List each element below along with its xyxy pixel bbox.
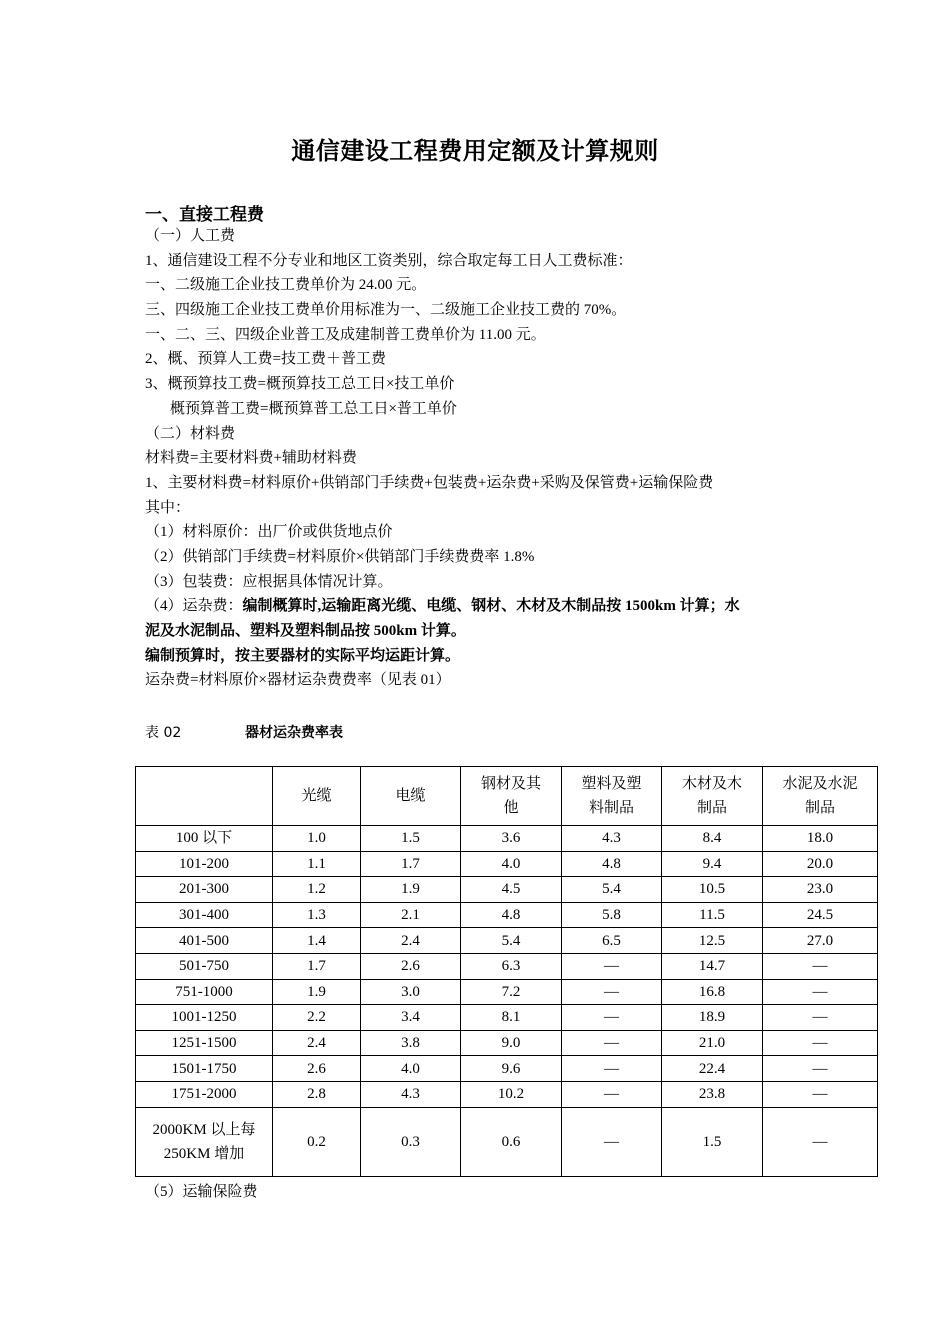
text-line: （3）包装费：应根据具体情况计算。: [145, 573, 393, 590]
table-cell: 5.4: [562, 877, 662, 903]
table-cell: 18.0: [763, 826, 878, 852]
table-row: [136, 1005, 878, 1031]
table-cell: —: [763, 1030, 878, 1056]
text-line: 三、四级施工企业技工费单价用标准为一、二级施工企业技工费的 70%。: [145, 302, 627, 319]
text-line: 2、概、预算人工费=技工费＋普工费: [145, 351, 386, 368]
header-cell: [136, 767, 273, 826]
table-cell: 11.5: [662, 902, 763, 928]
table-cell: 5.4: [461, 928, 562, 954]
table-cell: 18.9: [662, 1005, 763, 1031]
table-cell: 2.4: [273, 1030, 361, 1056]
table-cell: 751-1000: [136, 979, 273, 1005]
table-cell: 401-500: [136, 928, 273, 954]
table-row: [136, 902, 878, 928]
table-cell: 7.2: [461, 979, 562, 1005]
text-line: 一、二级施工企业技工费单价为 24.00 元。: [145, 277, 427, 294]
table-cell: —: [763, 1005, 878, 1031]
table-cell: 14.7: [662, 953, 763, 979]
header-cell: 光缆: [273, 767, 361, 826]
transport-prefix: （4）运杂费：: [145, 598, 243, 615]
table-cell: 12.5: [662, 928, 763, 954]
table-cell: 3.0: [361, 979, 461, 1005]
table-cell: 8.1: [461, 1005, 562, 1031]
table-cell: 1.2: [273, 877, 361, 903]
table-cell: 301-400: [136, 902, 273, 928]
transport-bold-3: 编制预算时，按主要器材的实际平均运距计算。: [145, 647, 461, 664]
transport-formula: 运杂费=材料原价×器材运杂费费率（见表 01）: [145, 672, 451, 689]
table-number: 表 02: [145, 725, 182, 741]
table-cell: 1.9: [361, 877, 461, 903]
table-cell: 1.1: [273, 851, 361, 877]
table-cell: 2.6: [361, 953, 461, 979]
header-cell: 钢材及其他: [461, 767, 562, 826]
table-cell: 1.9: [273, 979, 361, 1005]
table-cell: 2.8: [273, 1081, 361, 1107]
page-title: 通信建设工程费用定额及计算规则: [291, 137, 659, 165]
text-line: 概预算普工费=概预算普工总工日×普工单价: [170, 400, 457, 417]
table-cell: 201-300: [136, 877, 273, 903]
transport-bold-1: 编制概算时,运输距离光缆、电缆、钢材、木材及木制品按 1500km 计算；水: [242, 598, 740, 615]
table-cell: 27.0: [763, 928, 878, 954]
table-row: [136, 851, 878, 877]
text-line: 材料费=主要材料费+辅助材料费: [145, 450, 357, 467]
table-row: [136, 979, 878, 1005]
table-cell: 10.2: [461, 1081, 562, 1107]
table-cell: 1.7: [273, 953, 361, 979]
table-cell: 9.4: [662, 851, 763, 877]
table-cell: 9.6: [461, 1056, 562, 1082]
transport-line: [145, 594, 825, 619]
freight-rate-table: [135, 766, 878, 1177]
table-cell: 2.6: [273, 1056, 361, 1082]
table-cell: 1.7: [361, 851, 461, 877]
text-line: （二）材料费: [145, 425, 236, 442]
table-row: [136, 1107, 878, 1176]
table-cell: 1.4: [273, 928, 361, 954]
table-cell: —: [562, 979, 662, 1005]
table-cell: 4.5: [461, 877, 562, 903]
text-line: （1）材料原价：出厂价或供货地点价: [145, 524, 393, 541]
table-cell: 3.8: [361, 1030, 461, 1056]
table-title: 器材运杂费率表: [245, 725, 343, 741]
text-line: 1、通信建设工程不分专业和地区工资类别，综合取定每工日人工费标准：: [145, 252, 633, 269]
table-header-row: [136, 767, 878, 826]
table-cell: 1251-1500: [136, 1030, 273, 1056]
table-cell: 0.3: [361, 1107, 461, 1176]
table-cell: 1.5: [361, 826, 461, 852]
table-row: [136, 826, 878, 852]
table-cell: 21.0: [662, 1030, 763, 1056]
header-cell: 塑料及塑料制品: [562, 767, 662, 826]
transport-bold-2: 泥及水泥制品、塑料及塑料制品按 500km 计算。: [145, 623, 466, 639]
table-cell: 23.0: [763, 877, 878, 903]
table-row: [136, 928, 878, 954]
table-row: [136, 1081, 878, 1107]
table-cell: —: [562, 1107, 662, 1176]
table-cell: —: [763, 1056, 878, 1082]
text-line: （2）供销部门手续费=材料原价×供销部门手续费费率 1.8%: [145, 548, 535, 565]
table-cell: 3.4: [361, 1005, 461, 1031]
header-cell: 电缆: [361, 767, 461, 826]
table-cell: 2.1: [361, 902, 461, 928]
table-cell: 1501-1750: [136, 1056, 273, 1082]
table-cell: 24.5: [763, 902, 878, 928]
table-cell: 1001-1250: [136, 1005, 273, 1031]
table-cell: 6.5: [562, 928, 662, 954]
table-cell: —: [763, 953, 878, 979]
table-cell: —: [562, 1056, 662, 1082]
table-cell: 4.0: [361, 1056, 461, 1082]
header-cell: 水泥及水泥制品: [763, 767, 878, 826]
section-heading: 一、直接工程费: [145, 205, 264, 225]
table-row: [136, 1056, 878, 1082]
table-cell: —: [763, 1107, 878, 1176]
table-cell: 8.4: [662, 826, 763, 852]
table-cell: —: [562, 953, 662, 979]
table-cell: 22.4: [662, 1056, 763, 1082]
table-cell: —: [562, 1030, 662, 1056]
table-cell: 4.8: [461, 902, 562, 928]
table-cell: 100 以下: [136, 826, 273, 852]
table-cell: —: [763, 1081, 878, 1107]
table-cell: 16.8: [662, 979, 763, 1005]
table-cell: 1.3: [273, 902, 361, 928]
text-line: 一、二、三、四级企业普工及成建制普工费单价为 11.00 元。: [145, 326, 546, 343]
table-cell: 5.8: [562, 902, 662, 928]
table-cell: 501-750: [136, 953, 273, 979]
table-cell: 4.3: [361, 1081, 461, 1107]
table-cell: 1751-2000: [136, 1081, 273, 1107]
table-cell: 10.5: [662, 877, 763, 903]
table-cell: 1.0: [273, 826, 361, 852]
table-row: [136, 877, 878, 903]
table-cell: —: [562, 1081, 662, 1107]
table-cell: 0.6: [461, 1107, 562, 1176]
text-line: 3、概预算技工费=概预算技工总工日×技工单价: [145, 376, 455, 393]
table-cell: —: [562, 1005, 662, 1031]
after-table-text: （5）运输保险费: [145, 1184, 258, 1200]
table-cell: 4.0: [461, 851, 562, 877]
table-cell: 3.6: [461, 826, 562, 852]
table-cell: 101-200: [136, 851, 273, 877]
table-row: [136, 1030, 878, 1056]
body-text: [145, 224, 825, 693]
table-body: [136, 826, 878, 1177]
text-line: （一）人工费: [145, 228, 236, 244]
table-cell: 2000KM 以上每250KM 增加: [136, 1107, 273, 1176]
table-cell: —: [763, 979, 878, 1005]
table-cell: 6.3: [461, 953, 562, 979]
table-cell: 4.8: [562, 851, 662, 877]
header-cell: 木材及木制品: [662, 767, 763, 826]
table-cell: 0.2: [273, 1107, 361, 1176]
table-cell: 4.3: [562, 826, 662, 852]
table-cell: 1.5: [662, 1107, 763, 1176]
table-row: [136, 953, 878, 979]
table-cell: 2.2: [273, 1005, 361, 1031]
table-cell: 20.0: [763, 851, 878, 877]
text-line: 1、主要材料费=材料原价+供销部门手续费+包装费+运杂费+采购及保管费+运输保险费: [145, 474, 714, 491]
table-cell: 2.4: [361, 928, 461, 954]
text-line: 其中：: [145, 499, 191, 516]
table-cell: 23.8: [662, 1081, 763, 1107]
table-cell: 9.0: [461, 1030, 562, 1056]
